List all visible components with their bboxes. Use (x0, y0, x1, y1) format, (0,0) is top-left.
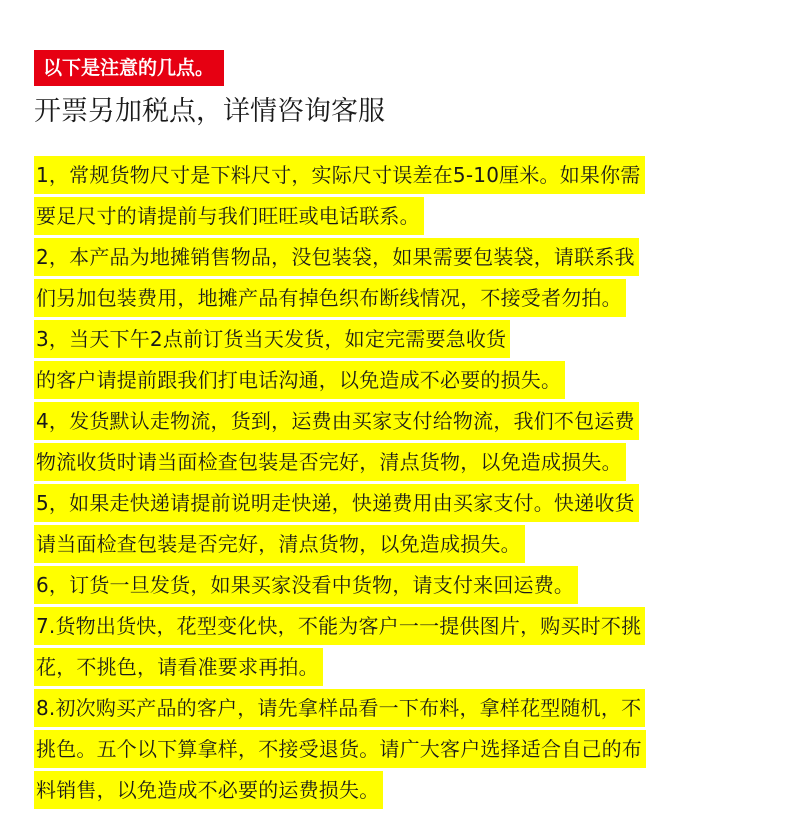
note-line (34, 238, 774, 276)
note-line (34, 689, 774, 727)
note-line (34, 484, 774, 522)
note-line-text: 4，发货默认走物流，货到，运费由买家支付给物流，我们不包运费 (34, 402, 639, 440)
note-line (34, 525, 774, 563)
note-line-text: 5，如果走快递请提前说明走快递，快递费用由买家支付。快递收货 (34, 484, 639, 522)
note-line-text: 2，本产品为地摊销售物品，没包装袋，如果需要包装袋，请联系我 (34, 238, 639, 276)
note-line-text: 花，不挑色，请看准要求再拍。 (34, 648, 323, 686)
note-line (34, 320, 774, 358)
note-line-text: 挑色。五个以下算拿样，不接受退货。请广大客户选择适合自己的布 (34, 730, 646, 768)
note-line-text: 们另加包装费用，地摊产品有掉色织布断线情况，不接受者勿拍。 (34, 279, 626, 317)
note-line-text: 8.初次购买产品的客户，请先拿样品看一下布料，拿样花型随机，不 (34, 689, 645, 727)
note-line-text: 1，常规货物尺寸是下料尺寸，实际尺寸误差在5-10厘米。如果你需 (34, 156, 645, 194)
note-line (34, 771, 774, 809)
note-line-text: 请当面检查包装是否完好，清点货物，以免造成损失。 (34, 525, 525, 563)
note-line-text: 7.货物出货快，花型变化快，不能为客户一一提供图片，购买时不挑 (34, 607, 645, 645)
note-line (34, 566, 774, 604)
note-line (34, 402, 774, 440)
note-line-text: 6，订货一旦发货，如果买家没看中货物，请支付来回运费。 (34, 566, 578, 604)
note-line (34, 443, 774, 481)
note-line-text: 要足尺寸的请提前与我们旺旺或电话联系。 (34, 197, 424, 235)
note-line-text: 料销售，以免造成不必要的运费损失。 (34, 771, 383, 809)
note-line-text: 物流收货时请当面检查包装是否完好，清点货物，以免造成损失。 (34, 443, 626, 481)
note-line (34, 361, 774, 399)
notice-tag: 以下是注意的几点。 (34, 50, 224, 86)
note-line (34, 279, 774, 317)
note-line-text: 3，当天下午2点前订货当天发货，如定完需要急收货 (34, 320, 510, 358)
note-line (34, 730, 774, 768)
note-line (34, 648, 774, 686)
note-line (34, 197, 774, 235)
note-line-text: 的客户请提前跟我们打电话沟通，以免造成不必要的损失。 (34, 361, 565, 399)
notes-list (34, 156, 774, 812)
invoice-subtitle: 开票另加税点，详情咨询客服 (34, 96, 385, 127)
note-line (34, 156, 774, 194)
note-line (34, 607, 774, 645)
